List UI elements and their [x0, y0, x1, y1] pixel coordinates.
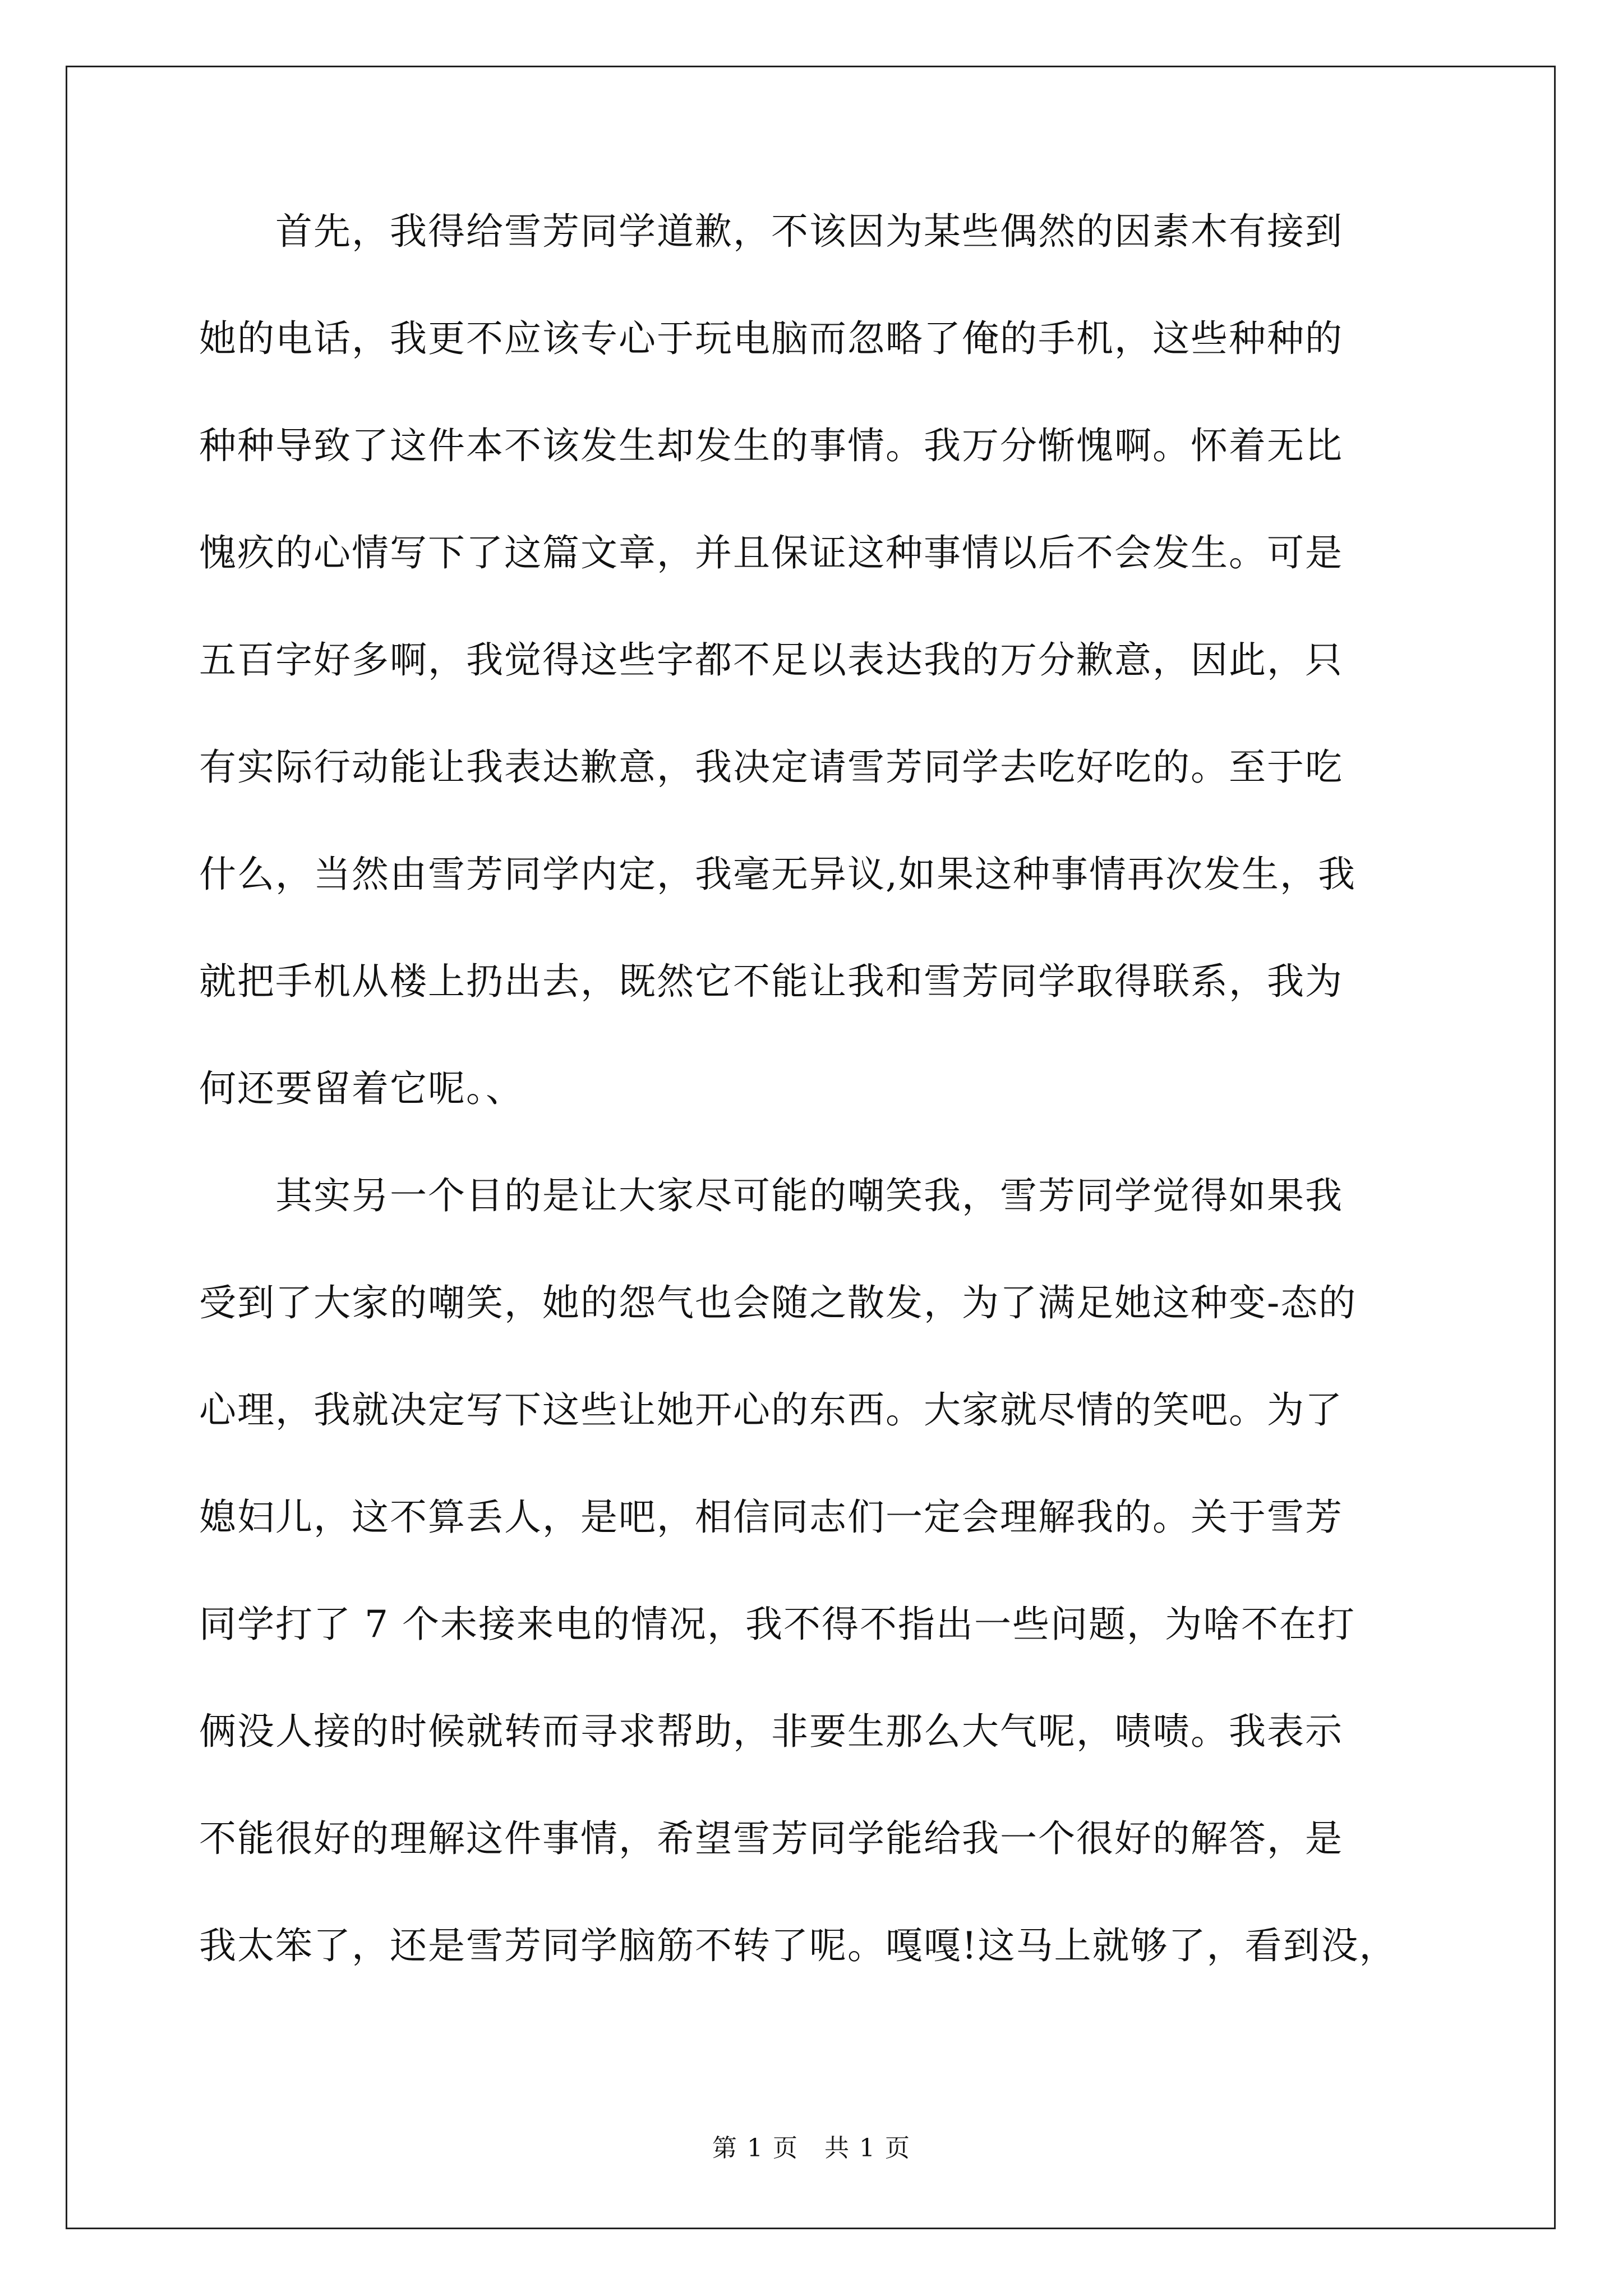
text-line: 她的电话，我更不应该专心于玩电脑而忽略了俺的手机，这些种种的	[199, 317, 1343, 360]
text-line: 不能很好的理解这件事情，希望雪芳同学能给我一个很好的解答，是	[199, 1817, 1343, 1860]
text-line: 有实际行动能让我表达歉意，我决定请雪芳同学去吃好吃的。至于吃	[199, 746, 1343, 789]
document-body	[199, 210, 1427, 2035]
text-line: 愧疚的心情写下了这篇文章，并且保证这种事情以后不会发生。可是	[199, 531, 1343, 574]
text-line: 其实另一个目的是让大家尽可能的嘲笑我，雪芳同学觉得如果我	[199, 1174, 1343, 1217]
text-line: 同学打了 7 个未接来电的情况，我不得不指出一些问题，为啥不在打	[199, 1603, 1355, 1646]
text-line: 什么，当然由雪芳同学内定，我毫无异议,如果这种事情再次发生，我	[199, 853, 1356, 896]
text-line: 五百字好多啊，我觉得这些字都不足以表达我的万分歉意，因此，只	[199, 638, 1343, 682]
text-line: 种种导致了这件本不该发生却发生的事情。我万分惭愧啊。怀着无比	[199, 424, 1343, 467]
text-line: 俩没人接的时候就转而寻求帮助，非要生那么大气呢，啧啧。我表示	[199, 1710, 1343, 1753]
text-line: 首先，我得给雪芳同学道歉，不该因为某些偶然的因素木有接到	[199, 210, 1343, 253]
text-line: 我太笨了，还是雪芳同学脑筋不转了呢。嘎嘎!这马上就够了，看到没，	[199, 1924, 1398, 1967]
text-line: 媳妇儿，这不算丢人，是吧，相信同志们一定会理解我的。关于雪芳	[199, 1496, 1343, 1539]
text-line: 就把手机从楼上扔出去，既然它不能让我和雪芳同学取得联系，我为	[199, 960, 1343, 1003]
text-line: 心理，我就决定写下这些让她开心的东西。大家就尽情的笑吧。为了	[199, 1388, 1343, 1432]
paragraph-2	[199, 1174, 1427, 1967]
text-line: 何还要留着它呢。、	[199, 1067, 524, 1110]
page-number-footer: 第 1 页 共 1 页	[712, 2134, 911, 2162]
paragraph-1	[199, 210, 1427, 1110]
text-line: 受到了大家的嘲笑，她的怨气也会随之散发，为了满足她这种变-态的	[199, 1281, 1357, 1324]
